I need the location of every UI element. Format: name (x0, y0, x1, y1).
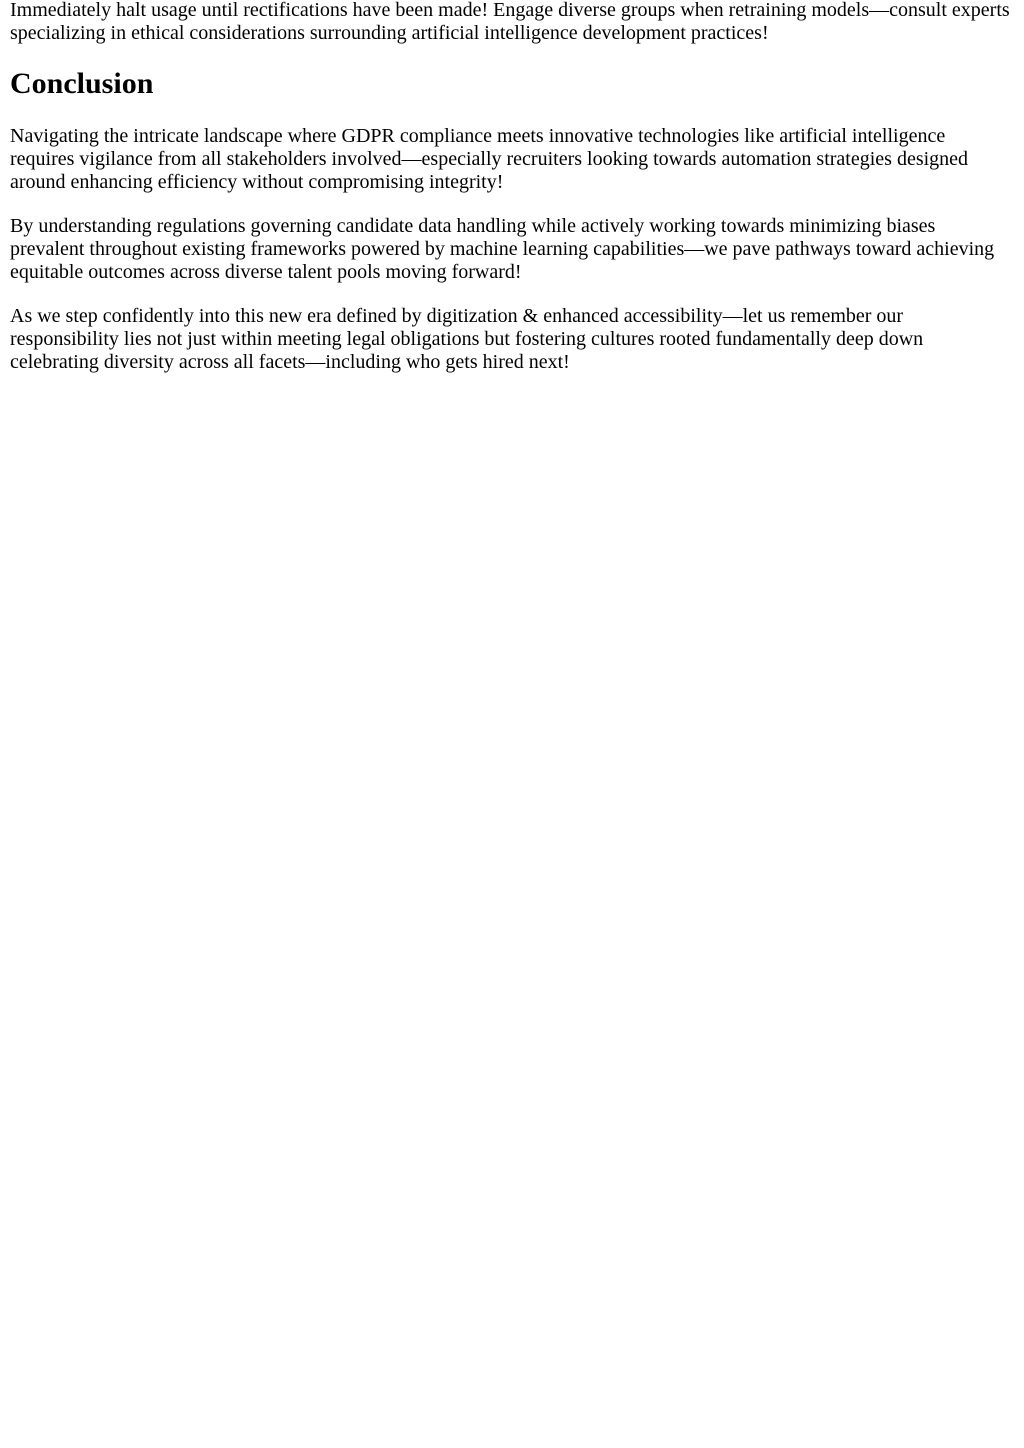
document-page (0, 0, 1024, 374)
conclusion-paragraph-1: Navigating the intricate landscape where GDPR compliance meets innovative technologies like artificial intelligence requires vigilance from all stakeholders involved—especially recruiters looking towards automation strategies designed around enhancing efficiency without compromising integrity! (10, 125, 969, 193)
conclusion-paragraph-2: By understanding regulations governing candidate data handling while actively working towards minimizing biases prevalent throughout existing frameworks powered by machine learning capabilities—we pave pathways toward achieving equitable outcomes across diverse talent pools moving forward! (10, 215, 995, 283)
intro-paragraph: Immediately halt usage until rectifications have been made! Engage diverse groups when retraining models—consult experts specializing in ethical considerations surrounding artificial intelligence development practices! (10, 0, 1010, 44)
conclusion-heading: Conclusion (10, 67, 154, 100)
conclusion-paragraph-3: As we step confidently into this new era defined by digitization & enhanced accessibility—let us remember our responsibility lies not just within meeting legal obligations but fostering cultures rooted fundamentally deep down celebrating diversity across all facets—including who gets hired next! (10, 305, 924, 373)
conclusion-section (10, 67, 1014, 374)
